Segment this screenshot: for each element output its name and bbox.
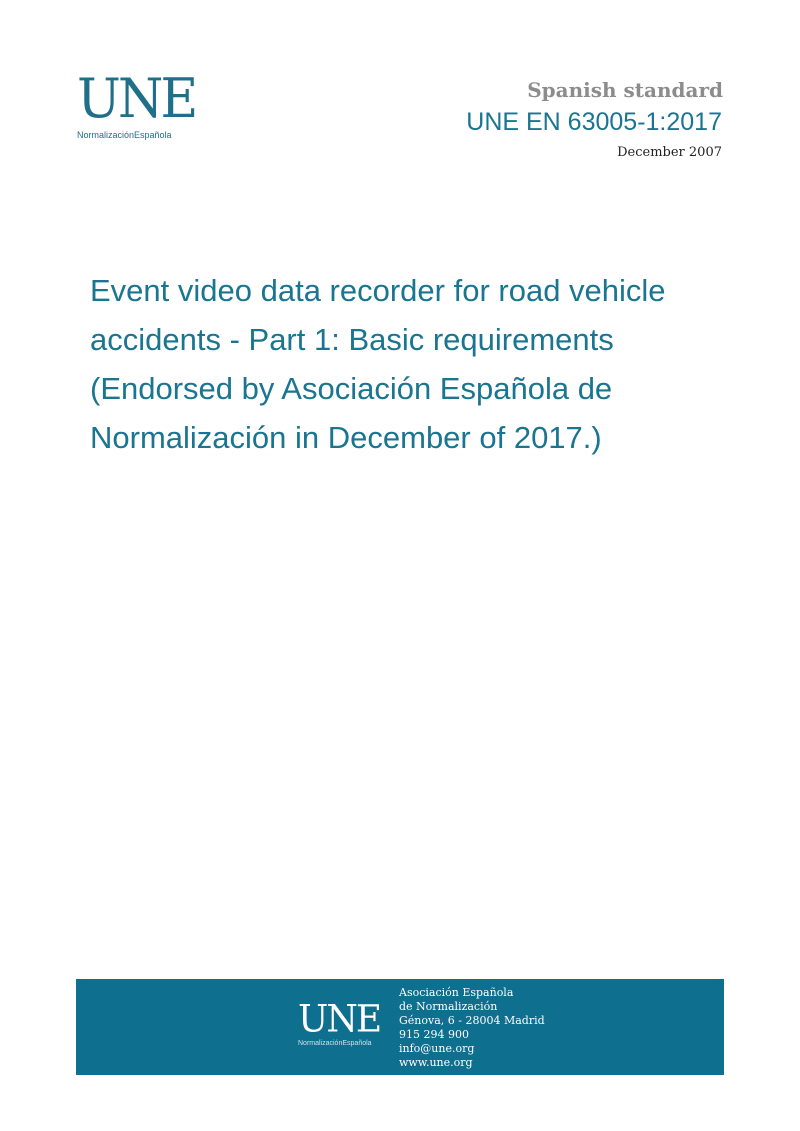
footer-contact-info [399,986,545,1070]
footer-website[interactable]: www.une.org [399,1056,473,1069]
footer-address: Génova, 6 - 28004 Madrid [399,1014,545,1027]
footer-banner [76,979,724,1075]
footer-logo-subtitle: NormalizaciónEspañola [298,1040,372,1047]
une-logo-text: UNE [77,67,196,131]
standard-header [466,78,722,160]
footer-logo-text: UNE [298,997,381,1041]
footer-email[interactable]: info@une.org [399,1042,475,1055]
footer-org-name-1: Asociación Española [399,986,514,999]
une-logo [77,67,197,147]
standard-date: December 2007 [617,145,722,160]
standard-code: UNE EN 63005-1:2017 [466,108,722,136]
footer-une-logo [298,997,398,1047]
standard-label: Spanish standard [527,78,723,102]
document-title: Event video data recorder for road vehicle accidents - Part 1: Basic requirements (Endorsed by Asociación Española de Normalización in December of 2017.) [90,273,666,455]
une-logo-subtitle: NormalizaciónEspañola [77,130,172,140]
footer-org-name-2: de Normalización [399,1000,498,1013]
footer-phone: 915 294 900 [399,1028,469,1041]
